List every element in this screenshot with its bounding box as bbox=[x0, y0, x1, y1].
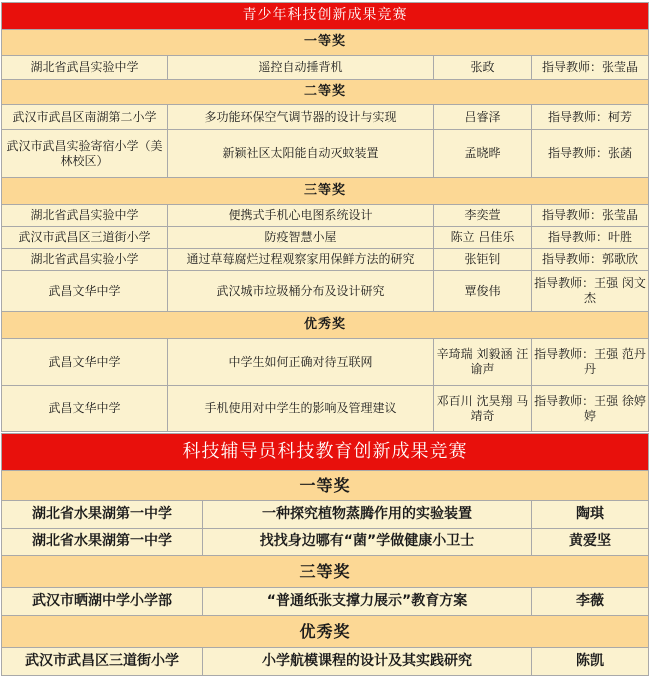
student-cell: 张钜钊 bbox=[434, 249, 532, 271]
teacher-cell: 陶琪 bbox=[532, 501, 649, 529]
advisor-cell: 指导教师：张菡 bbox=[532, 130, 649, 178]
advisor-cell: 指导教师：张莹晶 bbox=[532, 205, 649, 227]
school-cell: 武昌文华中学 bbox=[2, 339, 168, 386]
award-level-first: 一等奖 bbox=[2, 471, 649, 501]
student-cell: 覃俊伟 bbox=[434, 271, 532, 312]
award-level-excellence: 优秀奖 bbox=[2, 616, 649, 648]
project-cell: 多功能环保空气调节器的设计与实现 bbox=[168, 105, 434, 130]
advisor-cell: 指导教师：张莹晶 bbox=[532, 56, 649, 80]
school-cell: 湖北省武昌实验小学 bbox=[2, 249, 168, 271]
award-level-first: 一等奖 bbox=[2, 30, 649, 56]
advisor-cell: 指导教师：郭歌欣 bbox=[532, 249, 649, 271]
project-cell: 通过草莓腐烂过程观察家用保鲜方法的研究 bbox=[168, 249, 434, 271]
teacher-cell: 陈凯 bbox=[532, 648, 649, 676]
teacher-cell: 黄爱坚 bbox=[532, 529, 649, 556]
table-row bbox=[2, 529, 649, 556]
project-cell: 一种探究植物蒸腾作用的实验装置 bbox=[203, 501, 532, 529]
award-level-third: 三等奖 bbox=[2, 178, 649, 205]
student-cell: 邓百川 沈昊翔 马靖奇 bbox=[434, 386, 532, 432]
advisor-cell: 指导教师：王强 范丹丹 bbox=[532, 339, 649, 386]
student-cell: 张政 bbox=[434, 56, 532, 80]
table-title: 青少年科技创新成果竞赛 bbox=[2, 3, 649, 30]
table-row bbox=[2, 588, 649, 616]
award-level-third: 三等奖 bbox=[2, 556, 649, 588]
school-cell: 武昌文华中学 bbox=[2, 271, 168, 312]
school-cell: 湖北省武昌实验中学 bbox=[2, 56, 168, 80]
award-level-excellence: 优秀奖 bbox=[2, 312, 649, 339]
project-cell: 手机使用对中学生的影响及管理建议 bbox=[168, 386, 434, 432]
table-row bbox=[2, 227, 649, 249]
advisor-cell: 指导教师：王强 闵文杰 bbox=[532, 271, 649, 312]
school-cell: 武汉市武昌区三道街小学 bbox=[2, 227, 168, 249]
project-cell: “普通纸张支撑力展示”教育方案 bbox=[203, 588, 532, 616]
table-row bbox=[2, 205, 649, 227]
youth-innovation-table bbox=[1, 2, 649, 432]
teacher-cell: 李薇 bbox=[532, 588, 649, 616]
school-cell: 武汉市武昌区南湖第二小学 bbox=[2, 105, 168, 130]
project-cell: 防疫智慧小屋 bbox=[168, 227, 434, 249]
school-cell: 武昌文华中学 bbox=[2, 386, 168, 432]
student-cell: 陈立 吕佳乐 bbox=[434, 227, 532, 249]
project-cell: 武汉城市垃圾桶分布及设计研究 bbox=[168, 271, 434, 312]
table-row bbox=[2, 648, 649, 676]
table-row bbox=[2, 501, 649, 529]
school-cell: 湖北省武昌实验中学 bbox=[2, 205, 168, 227]
school-cell: 武汉市武昌实验寄宿小学（美林校区） bbox=[2, 130, 168, 178]
table-row bbox=[2, 130, 649, 178]
advisor-cell: 指导教师：叶胜 bbox=[532, 227, 649, 249]
project-cell: 遥控自动捶背机 bbox=[168, 56, 434, 80]
table-title: 科技辅导员科技教育创新成果竞赛 bbox=[2, 434, 649, 471]
advisor-cell: 指导教师：柯芳 bbox=[532, 105, 649, 130]
table-row bbox=[2, 271, 649, 312]
table-row bbox=[2, 386, 649, 432]
award-level-second: 二等奖 bbox=[2, 80, 649, 105]
student-cell: 吕睿泽 bbox=[434, 105, 532, 130]
school-cell: 武汉市武昌区三道街小学 bbox=[2, 648, 203, 676]
school-cell: 湖北省水果湖第一中学 bbox=[2, 501, 203, 529]
school-cell: 武汉市晒湖中学小学部 bbox=[2, 588, 203, 616]
school-cell: 湖北省水果湖第一中学 bbox=[2, 529, 203, 556]
table-row bbox=[2, 105, 649, 130]
student-cell: 李奕萱 bbox=[434, 205, 532, 227]
advisor-cell: 指导教师：王强 徐婷婷 bbox=[532, 386, 649, 432]
student-cell: 辛琦瑞 刘毅涵 汪谕声 bbox=[434, 339, 532, 386]
project-cell: 找找身边哪有“菌”学做健康小卫士 bbox=[203, 529, 532, 556]
project-cell: 小学航模课程的设计及其实践研究 bbox=[203, 648, 532, 676]
counselor-innovation-table bbox=[1, 433, 649, 676]
table-row bbox=[2, 339, 649, 386]
student-cell: 孟晓晔 bbox=[434, 130, 532, 178]
table-row bbox=[2, 56, 649, 80]
project-cell: 便携式手机心电图系统设计 bbox=[168, 205, 434, 227]
table-row bbox=[2, 249, 649, 271]
project-cell: 新颖社区太阳能自动灭蚊装置 bbox=[168, 130, 434, 178]
project-cell: 中学生如何正确对待互联网 bbox=[168, 339, 434, 386]
